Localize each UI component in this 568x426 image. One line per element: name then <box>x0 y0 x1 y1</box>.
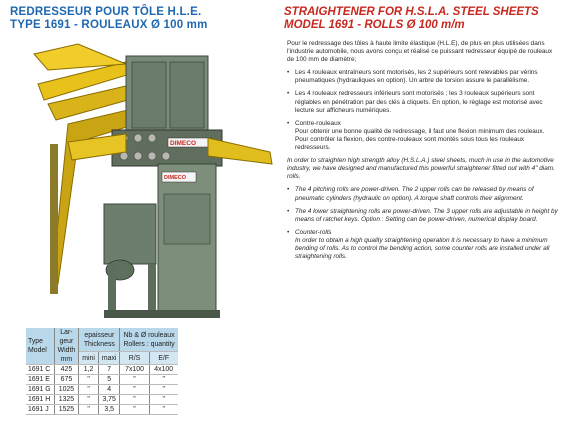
sub-maxi: maxi <box>98 352 120 365</box>
table-cell: 1691 C <box>26 365 54 375</box>
en-bullet-1-text: The 4 pitching rolls are power-driven. The 2 upper rolls can be released by means of pneumatic cylinders (hydraulic on option). A torque shaft controls their alignment. <box>295 186 534 202</box>
table-row <box>26 385 178 395</box>
fr-bullet-2-text: Les 4 rouleaux redresseurs inférieurs sont motorisés ; les 3 rouleaux supérieurs sont réglables en pénétration par des clés à cliquets. En option, le réglage est motorisé avec lecture sur afficheurs numériques. <box>295 90 543 114</box>
description-text <box>287 40 559 266</box>
fr-intro: Pour le redressage des tôles à haute limite élastique (H.L.E), de plus en plus utilisées dans l'industrie automobile, nous avons conçu et réalisé ce puissant redresseur équipé de rouleaux de 100 mm de diamètre; <box>287 40 553 64</box>
header-type <box>26 328 54 365</box>
table-cell: 1,2 <box>79 365 99 375</box>
machine-photo <box>8 34 274 322</box>
english-title <box>284 6 539 32</box>
header-width-2: geur <box>59 338 74 345</box>
bullet-dot: • <box>287 207 290 215</box>
table-cell: " <box>79 395 99 405</box>
fr-bullet-3 <box>287 120 559 152</box>
table-cell: 1325 <box>54 395 79 405</box>
french-title <box>10 6 208 32</box>
french-title-line1: REDRESSEUR POUR TÔLE H.L.E. <box>10 6 202 18</box>
sub-ef: E/F <box>149 352 178 365</box>
french-title-line2: TYPE 1691 - ROULEAUX Ø 100 mm <box>10 19 208 31</box>
en-intro: In order to straighten high strength alloy (H.S.L.A.) steel sheets, much in use in the automotive industry, we have designed and manufactured this powerful straightener fitted out with 4" diam. rolls. <box>287 157 555 181</box>
en-bullet-3-title: Counter-rolls <box>295 228 332 236</box>
table-cell: 7x100 <box>120 365 149 375</box>
english-title-line2: MODEL 1691 - ROLLS Ø 100 m/m <box>284 19 465 31</box>
table-row <box>26 375 178 385</box>
table-row <box>26 365 178 375</box>
fr-bullet-2 <box>287 90 559 114</box>
header-thickness-fr: epaisseur <box>84 331 115 339</box>
table-cell: 1691 E <box>26 375 54 385</box>
header-rolls-fr: Nb & Ø rouleaux <box>123 331 175 339</box>
table-cell: " <box>120 405 149 415</box>
table-cell: " <box>120 375 149 385</box>
table-cell: " <box>120 385 149 395</box>
header-type-fr: Type <box>28 338 43 345</box>
table-cell: 1691 G <box>26 385 54 395</box>
table-body <box>26 365 178 415</box>
header-type-en: Model <box>28 347 47 354</box>
table-cell: " <box>149 375 178 385</box>
fr-bullet-3-title: Contre-rouleaux <box>295 119 341 127</box>
table-cell: 425 <box>54 365 79 375</box>
bullet-dot: • <box>287 228 290 236</box>
table-cell: 3,5 <box>98 405 120 415</box>
table-cell: 675 <box>54 375 79 385</box>
logo-plate-text: DIMECO <box>170 140 196 147</box>
table-header-row <box>26 328 178 352</box>
table-cell: " <box>149 395 178 405</box>
table-row <box>26 395 178 405</box>
table-cell: 4x100 <box>149 365 178 375</box>
en-bullet-1 <box>287 186 559 202</box>
fr-bullet-1-text: Les 4 rouleaux entraîneurs sont motorisés, les 2 supérieurs sont relevables par vérins pneumatiques (hydrauliques en option). Un arbre de torsion assure le parallélisme. <box>295 69 538 85</box>
bullet-dot: • <box>287 119 290 127</box>
header-rolls <box>120 328 178 352</box>
bullet-dot: • <box>287 186 290 194</box>
table-cell: " <box>120 395 149 405</box>
table-cell: 1691 J <box>26 405 54 415</box>
bullet-dot: • <box>287 90 290 98</box>
en-bullet-3-text: In order to obtain a high quality straightening operation it is necessary to have a minimum bending of rolls. As to control the bending action, some counter rolls are installed under all straightening rolls. <box>295 236 550 261</box>
table-cell: 1691 H <box>26 395 54 405</box>
table-row <box>26 405 178 415</box>
header-width-1: Lar- <box>60 329 73 336</box>
cabinet-logo-text: DIMECO <box>164 175 186 181</box>
table-cell: 7 <box>98 365 120 375</box>
table-cell: 1025 <box>54 385 79 395</box>
sub-mini: mini <box>79 352 99 365</box>
table-cell: 1525 <box>54 405 79 415</box>
sub-rs: R/S <box>120 352 149 365</box>
spec-table <box>26 328 178 415</box>
header-width-3: Width <box>57 347 76 354</box>
header-width <box>54 328 79 365</box>
table-cell: " <box>149 405 178 415</box>
table-cell: " <box>79 385 99 395</box>
fr-bullet-3-text: Pour obtenir une bonne qualité de redressage, il faut une flexion minimum des rouleaux. Pour contrôler la flexion, des contre-rouleaux sont montés sous tous les rouleaux redresseurs. <box>295 127 545 152</box>
english-title-line1: STRAIGHTENER FOR H.S.L.A. STEEL SHEETS <box>284 6 539 18</box>
table-cell: 3,75 <box>98 395 120 405</box>
en-bullet-2-text: The 4 lower straightening rolls are power-driven. The 3 upper rolls are adjustable in height by means of ratchet keys. Option : Setting can be power-driven, numerical display board. <box>295 207 558 223</box>
table-cell: 5 <box>98 375 120 385</box>
fr-bullet-1 <box>287 69 559 85</box>
header-thickness <box>79 328 120 352</box>
header-rolls-en: Rollers : quantity <box>123 340 175 348</box>
table-cell: " <box>149 385 178 395</box>
table-cell: 4 <box>98 385 120 395</box>
en-bullet-3 <box>287 229 559 261</box>
table-cell: " <box>79 375 99 385</box>
header-width-4: mm <box>60 356 73 363</box>
table-cell: " <box>79 405 99 415</box>
header-thickness-en: Thickness <box>83 340 115 348</box>
en-bullet-2 <box>287 208 559 224</box>
bullet-dot: • <box>287 69 290 77</box>
